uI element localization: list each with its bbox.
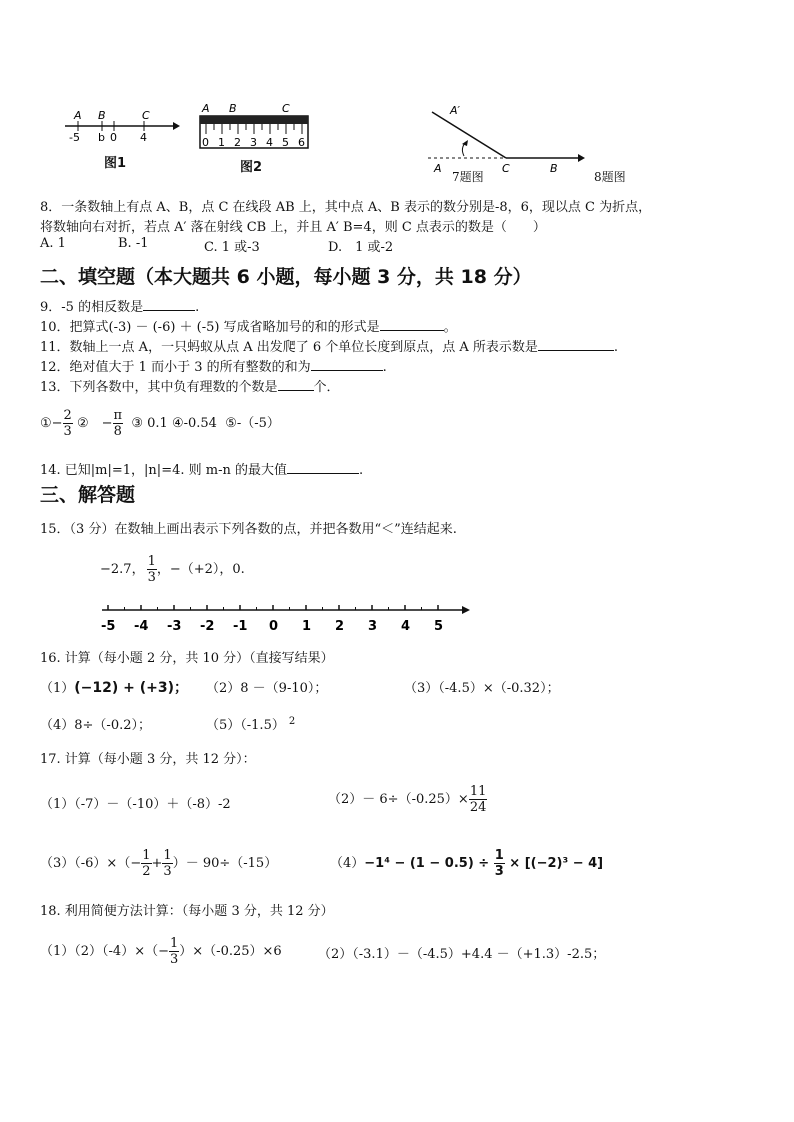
q13-items: ①− $\frac{2}{3}$ ② − $\frac{\pi}{8}$ ③ 0.1 ④-0.54 ⑤-（-5）	[40, 408, 280, 439]
fig1-tick-0: 0	[110, 131, 117, 144]
fig7-caption: 7题图	[452, 170, 484, 184]
figure-8	[420, 98, 590, 178]
q15-number-line[interactable]	[96, 600, 476, 636]
q9: 9．-5 的相反数是 .	[40, 300, 200, 315]
svg-text:6: 6	[298, 136, 305, 149]
fig1-label-a: A	[74, 109, 82, 122]
svg-text:5: 5	[282, 136, 289, 149]
number-line-label: -4	[134, 619, 149, 634]
q14: 14. 已知|m|=1，|n|=4. 则 m-n 的最大值 .	[40, 463, 364, 478]
svg-text:B: B	[550, 162, 558, 175]
q12: 12．绝对值大于 1 而小于 3 的所有整数的和为 .	[40, 360, 387, 375]
fig8-caption: 8题图	[594, 170, 626, 184]
fig1-tick-b: b	[98, 131, 105, 144]
q16-p5: （5）（-1.5） $^2$	[206, 715, 296, 733]
number-line-label: 1	[302, 619, 312, 634]
q15: 15．（3 分）在数轴上画出表示下列各数的点，并把各数用“＜”连结起来.	[40, 522, 457, 537]
q13: 13．下列各数中，其中负有理数的个数是 个．	[40, 380, 340, 395]
q17-p3: （3）（-6）×（− $\frac{1}{2}$ + $\frac{1}{3}$ ）－ 90÷（-15）	[40, 848, 278, 879]
q16-p1: （1）(−12) + (+3)；	[40, 680, 189, 696]
fig2-label-b: B	[229, 102, 237, 115]
q10: 10．把算式(-3) － (-6) ＋ (-5) 写成省略加号的和的形式是 。	[40, 320, 457, 335]
svg-text:1: 1	[218, 136, 225, 149]
q18-p1: （1）（2）（-4）×（− $\frac{1}{3}$ ）×（-0.25）×6	[40, 936, 282, 967]
section3-title: 三、解答题	[40, 484, 136, 506]
fig2-caption: 图2	[240, 160, 263, 175]
q8-option-d: D. 1 或-2	[328, 240, 394, 255]
svg-text:3: 3	[250, 136, 257, 149]
q16-title: 16. 计算（每小题 2 分，共 10 分）（直接写结果）	[40, 651, 334, 666]
fig1-caption: 图1	[104, 156, 127, 171]
q18-title: 18. 利用简便方法计算：（每小题 3 分，共 12 分）	[40, 904, 334, 919]
q17-p4: （4）−1⁴ − (1 − 0.5) ÷ $\frac{1}{3}$ × [(−2)³ − 4]	[330, 848, 604, 879]
fig1-label-b: B	[98, 109, 106, 122]
fig2-label-a: A	[202, 102, 210, 115]
number-line-label: -1	[233, 619, 248, 634]
number-line-label: 5	[434, 619, 444, 634]
svg-text:C: C	[502, 162, 510, 175]
section2-title: 二、填空题（本大题共 6 小题，每小题 3 分，共 18 分）	[40, 266, 532, 288]
q16-p4: （4）8÷（-0.2）；	[40, 718, 152, 733]
q8-line2: 将数轴向右对折，若点 A′ 落在射线 CB 上，并且 A′ B=4，则 C 点表示的数是（ ）	[40, 220, 546, 235]
q8-line1: 8．一条数轴上有点 A、B，点 C 在线段 AB 上，其中点 A、B 表示的数分别是-8，6，现以点 C 为折点，	[40, 200, 652, 215]
svg-text:2: 2	[234, 136, 241, 149]
q11: 11．数轴上一点 A，一只蚂蚁从点 A 出发爬了 6 个单位长度到原点，点 A 所表示数是 .	[40, 340, 619, 355]
number-line-label: -5	[101, 619, 116, 634]
q17-p2: （2）－ 6÷（-0.25）× $\frac{11}{24}$	[328, 784, 487, 815]
svg-text:0: 0	[202, 136, 209, 149]
number-line-label: -2	[200, 619, 215, 634]
q8-option-a: A. 1	[40, 236, 66, 251]
svg-text:4: 4	[266, 136, 273, 149]
fig1-tick-4: 4	[140, 131, 147, 144]
q16-p3: （3）（-4.5）×（-0.32）；	[404, 681, 560, 696]
svg-text:A: A	[434, 162, 442, 175]
q8-option-b: B. -1	[118, 236, 149, 251]
q15-numbers: −2.7， $\frac{1}{3}$ ，−（+2），0.	[100, 554, 245, 585]
number-line-label: 4	[401, 619, 411, 634]
fig2-label-c: C	[282, 102, 290, 115]
fig1-tick-neg5: -5	[69, 131, 80, 144]
number-line-label: 3	[368, 619, 378, 634]
number-line-label: 0	[269, 619, 279, 634]
figure-2	[196, 100, 316, 152]
number-line-label: 2	[335, 619, 345, 634]
svg-text:A′: A′	[450, 104, 461, 117]
q17-title: 17. 计算（每小题 3 分，共 12 分）：	[40, 752, 256, 767]
fig1-label-c: C	[142, 109, 150, 122]
q16-p2: （2）8 －（9-10）；	[206, 681, 328, 696]
q17-p1: （1）（-7）－（-10）＋（-8）-2	[40, 797, 231, 812]
q8-option-c: C. 1 或-3	[204, 240, 260, 255]
number-line-label: -3	[167, 619, 182, 634]
q18-p2: （2）（-3.1）－（-4.5）+4.4 －（+1.3）-2.5；	[318, 947, 606, 962]
